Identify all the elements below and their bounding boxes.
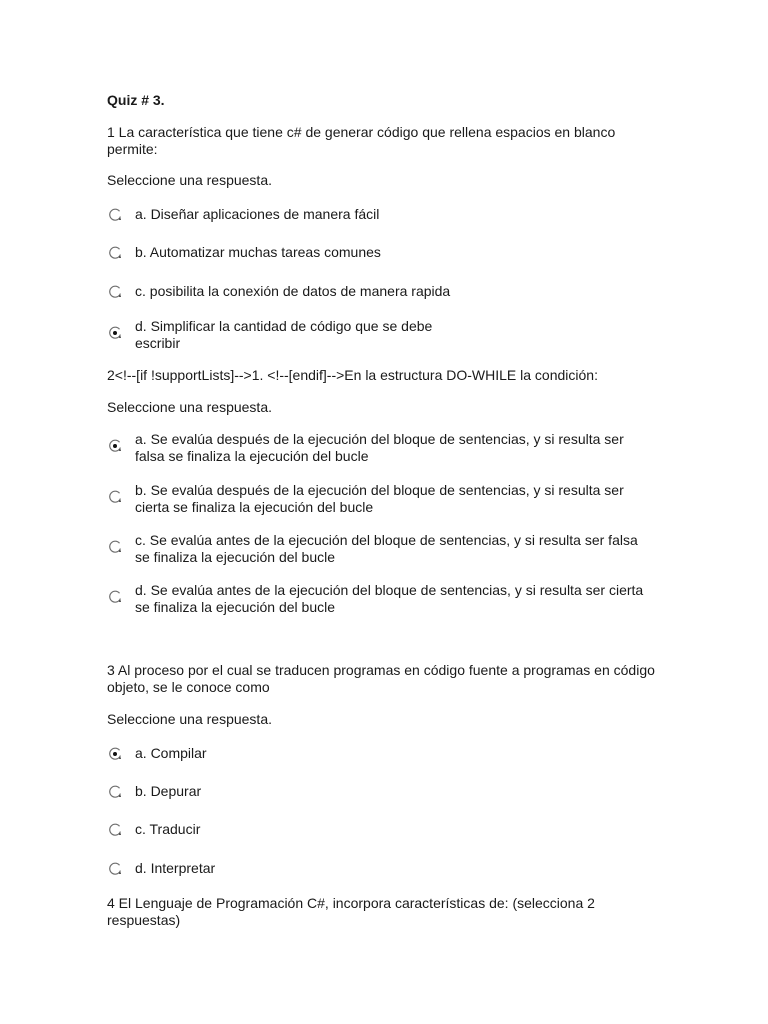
q2-option-c-label[interactable]: c. Se evalúa antes de la ejecución del bloque de sentencias, y si resulta ser falsa se finaliza la ejecución del bucle [135, 532, 638, 565]
radio-unchecked-icon[interactable] [108, 208, 122, 222]
q3-option-d-label[interactable]: d. Interpretar [135, 860, 216, 876]
q1-option-d-label-line1[interactable]: d. Simplificar la cantidad de código que se debe [135, 318, 433, 334]
q1-option-b[interactable] [107, 244, 667, 284]
question-3-prompt: Seleccione una respuesta. [107, 711, 272, 727]
q1-option-a[interactable] [107, 206, 667, 246]
q2-option-c[interactable] [107, 532, 667, 572]
q2-option-d[interactable] [107, 582, 667, 622]
q2-option-a[interactable] [107, 431, 667, 471]
q3-option-c-label[interactable]: c. Traducir [135, 821, 201, 837]
q1-option-b-label[interactable]: b. Automatizar muchas tareas comunes [135, 244, 381, 260]
q3-option-a-label[interactable]: a. Compilar [135, 745, 207, 761]
radio-unchecked-icon[interactable] [108, 862, 122, 876]
q2-option-b[interactable] [107, 482, 667, 522]
radio-unchecked-icon[interactable] [108, 285, 122, 299]
q1-option-d-label-line2[interactable]: escribir [135, 335, 181, 351]
radio-unchecked-icon[interactable] [108, 785, 122, 799]
q2-option-b-label[interactable]: b. Se evalúa después de la ejecución del bloque de sentencias, y si resulta ser cierta se finaliza la ejecución del bucle [135, 482, 624, 515]
radio-unchecked-icon[interactable] [108, 823, 122, 837]
q3-option-d[interactable] [107, 860, 667, 900]
radio-unchecked-icon[interactable] [108, 490, 122, 504]
quiz-title: Quiz # 3. [107, 92, 165, 108]
radio-unchecked-icon[interactable] [108, 590, 122, 604]
q3-option-c[interactable] [107, 821, 667, 861]
q1-option-c[interactable] [107, 283, 667, 323]
radio-checked-icon[interactable] [108, 747, 122, 761]
question-1-text: 1 La característica que tiene c# de generar código que rellena espacios en blanco permite: [107, 124, 616, 157]
radio-unchecked-icon[interactable] [108, 540, 122, 554]
q3-option-b-label[interactable]: b. Depurar [135, 783, 202, 799]
radio-checked-icon[interactable] [108, 326, 122, 340]
q1-option-d-label[interactable] [135, 318, 655, 352]
q2-option-a-label[interactable]: a. Se evalúa después de la ejecución del bloque de sentencias, y si resulta ser falsa se finaliza la ejecución del bucle [135, 431, 624, 464]
question-2-prompt: Seleccione una respuesta. [107, 399, 272, 415]
q3-option-a[interactable] [107, 745, 667, 785]
q1-option-c-label[interactable]: c. posibilita la conexión de datos de manera rapida [135, 283, 451, 299]
q3-option-b[interactable] [107, 783, 667, 823]
question-4-text: 4 El Lenguaje de Programación C#, incorpora características de: (selecciona 2 respuestas) [107, 895, 595, 928]
question-2-text: 2<!--[if !supportLists]-->1. <!--[endif]-->En la estructura DO-WHILE la condición: [107, 367, 598, 383]
q1-option-a-label[interactable]: a. Diseñar aplicaciones de manera fácil [135, 206, 380, 222]
question-1-prompt: Seleccione una respuesta. [107, 172, 272, 188]
q1-option-d[interactable] [107, 318, 667, 358]
q2-option-d-label[interactable]: d. Se evalúa antes de la ejecución del bloque de sentencias, y si resulta ser cierta se finaliza la ejecución del bucle [135, 582, 644, 615]
question-3-text: 3 Al proceso por el cual se traducen programas en código fuente a programas en código objeto, se le conoce como [107, 662, 655, 695]
radio-checked-icon[interactable] [108, 439, 122, 453]
radio-unchecked-icon[interactable] [108, 246, 122, 260]
